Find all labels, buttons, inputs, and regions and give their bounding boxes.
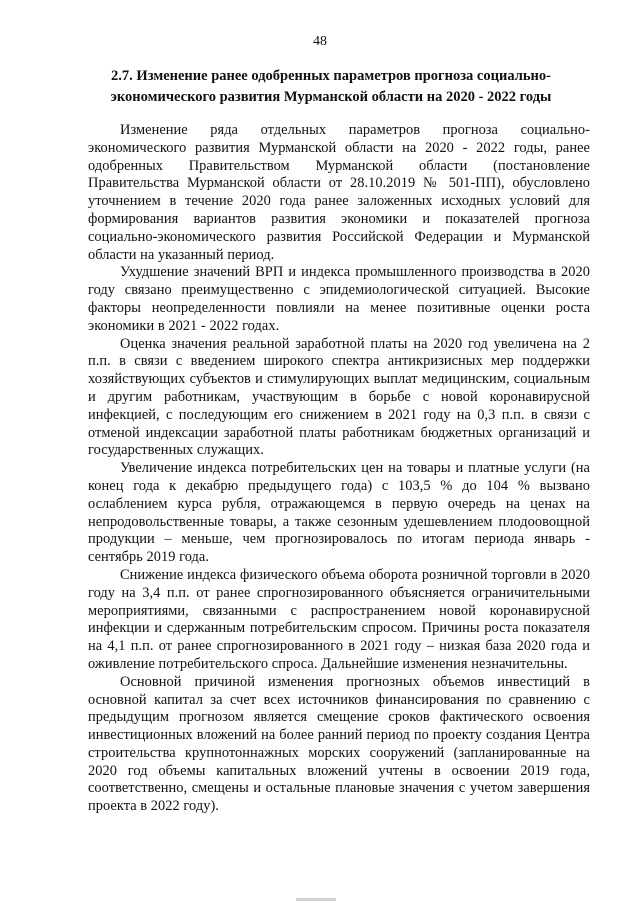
paragraph-retail-turnover: Снижение индекса физического объема оборота розничной торговли в 2020 году на 3,4 п.п. от ранее спрогнозированного объясняется ограничительными мероприятиями, связанными с распространением новой коронавирусной инфекции и сдержанным потребительским спросом. Причины роста показателя на 4,1 п.п. от ранее спрогнозированного в 2021 году – низкая база 2020 года и оживление потребительского спроса. Дальнейшие изменения незначительны. <box>88 566 590 672</box>
paragraph-investments: Основной причиной изменения прогнозных объемов инвестиций в основной капитал за счет всех источников финансирования по сравнению с предыдущим прогнозом является смещение сроков фактического освоения инвестиционных вложений на более ранний период по проекту создания Центра строительства крупнотоннажных морских сооружений (запланированные на 2020 год объемы капитальных вложений учтены в освоении 2019 года, соответственно, смещены и остальные плановые значения с учетом завершения проекта в 2022 году). <box>88 673 590 815</box>
paragraph-real-wages: Оценка значения реальной заработной платы на 2020 год увеличена на 2 п.п. в связи с введением широкого спектра антикризисных мер поддержки хозяйствующих субъектов и стимулирующих выплат медицинским, социальным и другим работникам, участвующим в борьбе с новой коронавирусной инфекцией, с последующим его снижением в 2021 году на 0,3 п.п. в связи с отменой индексации заработной платы работникам бюджетных организаций и государственных служащих. <box>88 335 590 459</box>
page-number: 48 <box>313 34 327 49</box>
paragraph-grp-industrial-index: Ухудшение значений ВРП и индекса промышленного производства в 2020 году связано преимущественно с эпидемиологической ситуацией. Высокие факторы неопределенности повлияли на менее позитивные оценки роста экономики в 2021 - 2022 годах. <box>88 264 590 334</box>
paragraph-consumer-prices: Увеличение индекса потребительских цен на товары и платные услуги (на конец года к декабрю предыдущего года) с 103,5 % до 104 % вызвано ослаблением курса рубля, отражающемся в первую очередь на ценах на непродовольственные товары, а также сезонным удешевлением плодоовощной продукции – меньше, чем прогнозировалось по итогам периода январь - сентябрь 2019 года. <box>88 460 590 566</box>
body-text <box>88 122 590 816</box>
scan-edge-mark <box>296 898 336 901</box>
paragraph-parameter-changes: Изменение ряда отдельных параметров прогноза социально-экономического развития Мурманской области на 2020 - 2022 годы, ранее одобренных Правительством Мурманской области (постановление Правительства Мурманской области от 28.10.2019 № 501-ПП), обусловлено уточнением в течение 2020 года ранее заложенных исходных условий для формирования вариантов развития экономики и показателей прогноза социально-экономического развития Российской Федерации и Мурманской области на указанный период. <box>88 122 590 263</box>
section-heading: 2.7. Изменение ранее одобренных параметров прогноза социально-экономического развития Мурманской области на 2020 - 2022 годы <box>110 68 552 105</box>
